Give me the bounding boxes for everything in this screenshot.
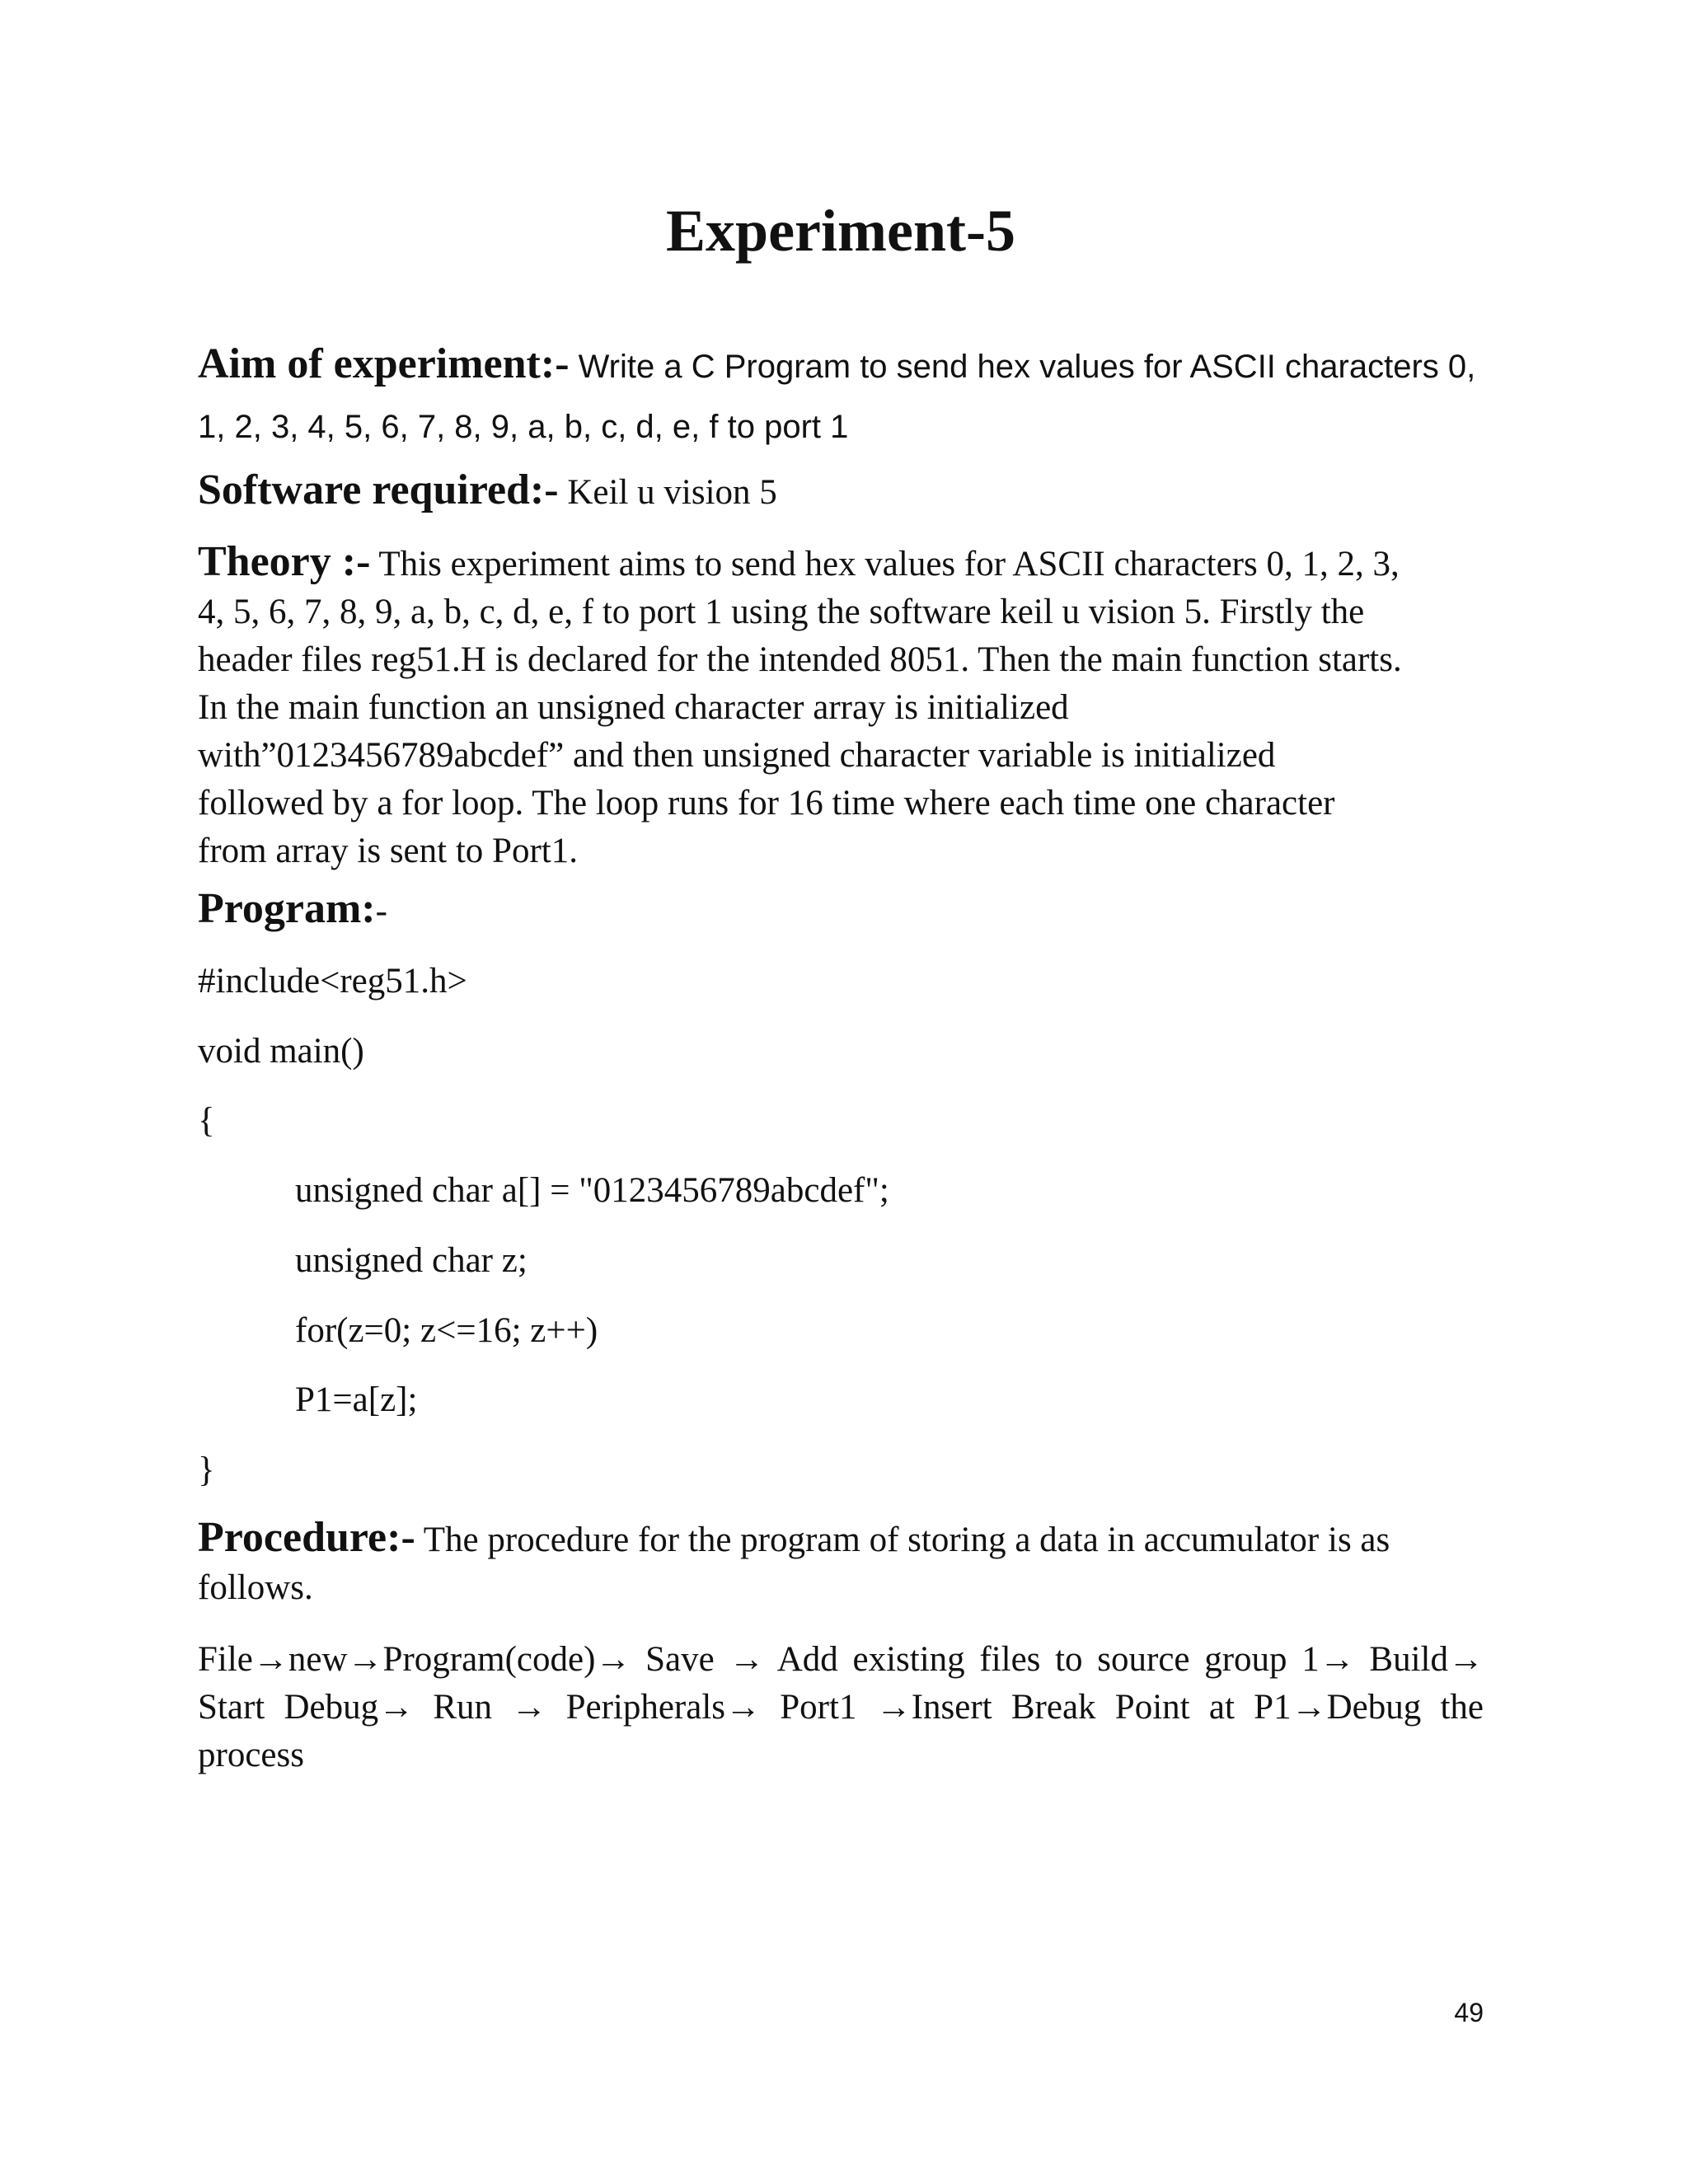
program-label: Program:: [198, 885, 376, 932]
code-line: #include<reg51.h>: [198, 962, 467, 1001]
code-line: {: [198, 1101, 215, 1140]
theory-line: from array is sent to Port1.: [198, 832, 578, 870]
code-line: void main(): [198, 1032, 364, 1071]
theory-section: [198, 538, 1484, 875]
code-line: unsigned char a[] = "0123456789abcdef";: [295, 1171, 889, 1210]
software-text: Keil u vision 5: [558, 473, 777, 512]
aim-section: [198, 338, 1484, 461]
document-page: [198, 0, 1484, 2184]
page-title: Experiment-5: [666, 198, 1015, 264]
aim-text: Write a C Program to send hex values for ASCII characters 0, 1, 2, 3, 4, 5, 6, 7, 8, 9, a, b, c, d, e, f to port 1: [198, 349, 1476, 445]
code-line: unsigned char z;: [295, 1241, 528, 1280]
procedure-label: Procedure:-: [198, 1514, 415, 1561]
theory-label: Theory :-: [198, 538, 371, 585]
software-section: [198, 464, 1484, 527]
aim-label: Aim of experiment:-: [198, 340, 570, 387]
code-line: for(z=0; z<=16; z++): [295, 1311, 598, 1350]
theory-first-line: [198, 538, 1484, 588]
code-line: P1=a[z];: [295, 1380, 418, 1419]
theory-line: In the main function an unsigned character array is initialized: [198, 688, 1069, 727]
software-label: Software required:-: [198, 466, 559, 513]
theory-line: This experiment aims to send hex values for ASCII characters 0, 1, 2, 3,: [370, 545, 1400, 583]
theory-line: with”0123456789abcdef” and then unsigned character variable is initialized: [198, 736, 1276, 775]
procedure-section: [198, 1514, 1484, 1612]
page-number: 49: [1454, 1998, 1484, 2027]
program-heading: [198, 880, 1484, 948]
code-line: }: [198, 1451, 215, 1489]
theory-line: 4, 5, 6, 7, 8, 9, a, b, c, d, e, f to port 1 using the software keil u vision 5. Firstly the: [198, 593, 1365, 631]
program-label-suffix: -: [375, 892, 387, 930]
theory-line: followed by a for loop. The loop runs for 16 time where each time one character: [198, 784, 1335, 823]
procedure-text: The procedure for the program of storing a data in accumulator is as follows.: [198, 1521, 1390, 1607]
theory-line: header files reg51.H is declared for the intended 8051. Then the main function starts.: [198, 640, 1402, 679]
procedure-steps: File→new→Program(code)→ Save → Add existing files to source group 1→ Build→ Start Debug→ Run → Peripherals→ Port1 →Insert Break Point at P1→Debug the process: [198, 1640, 1484, 1774]
